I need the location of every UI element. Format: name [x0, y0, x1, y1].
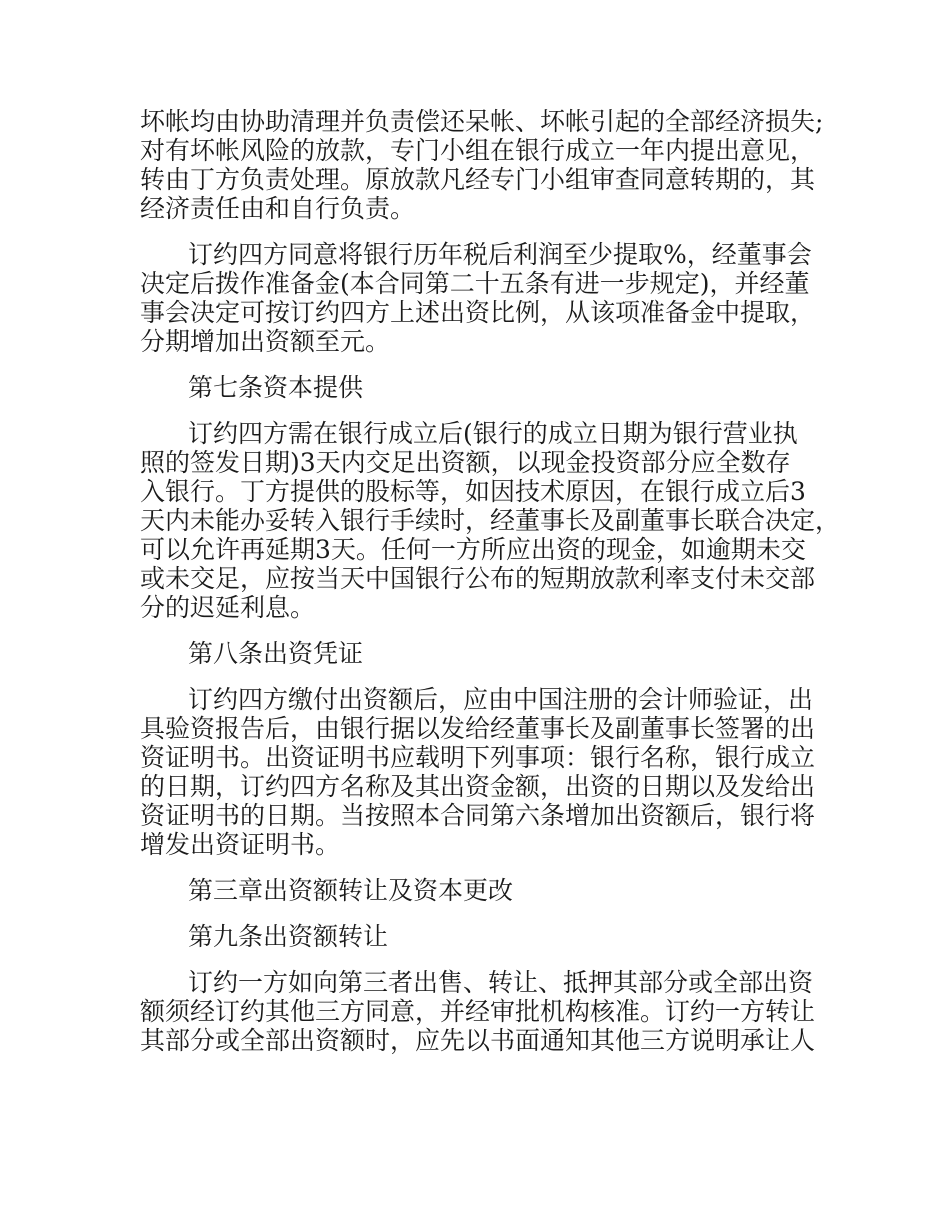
text-line: 分的迟延利息。 — [140, 593, 316, 622]
text-line: 事会决定可按订约四方上述出资比例，从该项准备金中提取， — [140, 298, 816, 327]
paragraph — [140, 685, 830, 859]
paragraph — [140, 639, 830, 668]
text-line: 转由丁方负责处理。原放款凡经专门小组审查同意转期的，其 — [140, 165, 816, 194]
text-line: 额须经订约其他三方同意，并经审批机构核准。订约一方转让 — [140, 997, 816, 1026]
text-line: 资证明书的日期。当按照本合同第六条增加出资额后，银行将 — [140, 801, 816, 830]
paragraph — [140, 922, 830, 951]
text-line: 第七条资本提供 — [188, 373, 364, 402]
text-line: 入银行。丁方提供的股标等，如因技术原因，在银行成立后3 — [140, 477, 806, 506]
paragraph — [140, 419, 841, 622]
text-line: 或未交足，应按当天中国银行公布的短期放款利率支付未交部 — [140, 564, 816, 593]
paragraph — [140, 373, 830, 402]
text-line: 决定后拨作准备金(本合同第二十五条有进一步规定)，并经董 — [140, 269, 810, 298]
text-line: 对有坏帐风险的放款，专门小组在银行成立一年内提出意见， — [140, 136, 816, 165]
text-line: 可以允许再延期3天。任何一方所应出资的现金，如逾期未交 — [140, 535, 806, 564]
text-line: 第八条出资凭证 — [188, 639, 364, 668]
text-line: 具验资报告后，由银行据以发给经董事长及副董事长签署的出 — [140, 714, 816, 743]
text-line: 天内未能办妥转入银行手续时，经董事长及副董事长联合决定， — [140, 506, 841, 535]
paragraph — [140, 107, 830, 223]
paragraph — [140, 876, 830, 905]
text-line: 增发出资证明书。 — [140, 830, 341, 859]
text-line: 坏帐均由协助清理并负责偿还呆帐、坏帐引起的全部经济损失; — [140, 107, 824, 136]
text-line: 第九条出资额转让 — [188, 922, 389, 951]
text-line: 订约一方如向第三者出售、转让、抵押其部分或全部出资 — [188, 968, 814, 997]
text-line: 其部分或全部出资额时，应先以书面通知其他三方说明承让人 — [140, 1026, 816, 1055]
text-line: 订约四方同意将银行历年税后利润至少提取%，经董事会 — [188, 240, 812, 269]
text-line: 第三章出资额转让及资本更改 — [188, 876, 514, 905]
paragraph — [140, 968, 830, 1055]
text-line: 订约四方需在银行成立后(银行的成立日期为银行营业执 — [188, 419, 798, 448]
text-line: 资证明书。出资证明书应载明下列事项：银行名称，银行成立 — [140, 743, 816, 772]
paragraph — [140, 240, 830, 356]
text-line: 经济责任由和自行负责。 — [140, 194, 416, 223]
text-line: 分期增加出资额至元。 — [140, 327, 391, 356]
document-body — [140, 107, 841, 1072]
text-line: 订约四方缴付出资额后，应由中国注册的会计师验证，出 — [188, 685, 814, 714]
text-line: 的日期，订约四方名称及其出资金额，出资的日期以及发给出 — [140, 772, 816, 801]
text-line: 照的签发日期)3天内交足出资额，以现金投资部分应全数存 — [140, 448, 791, 477]
